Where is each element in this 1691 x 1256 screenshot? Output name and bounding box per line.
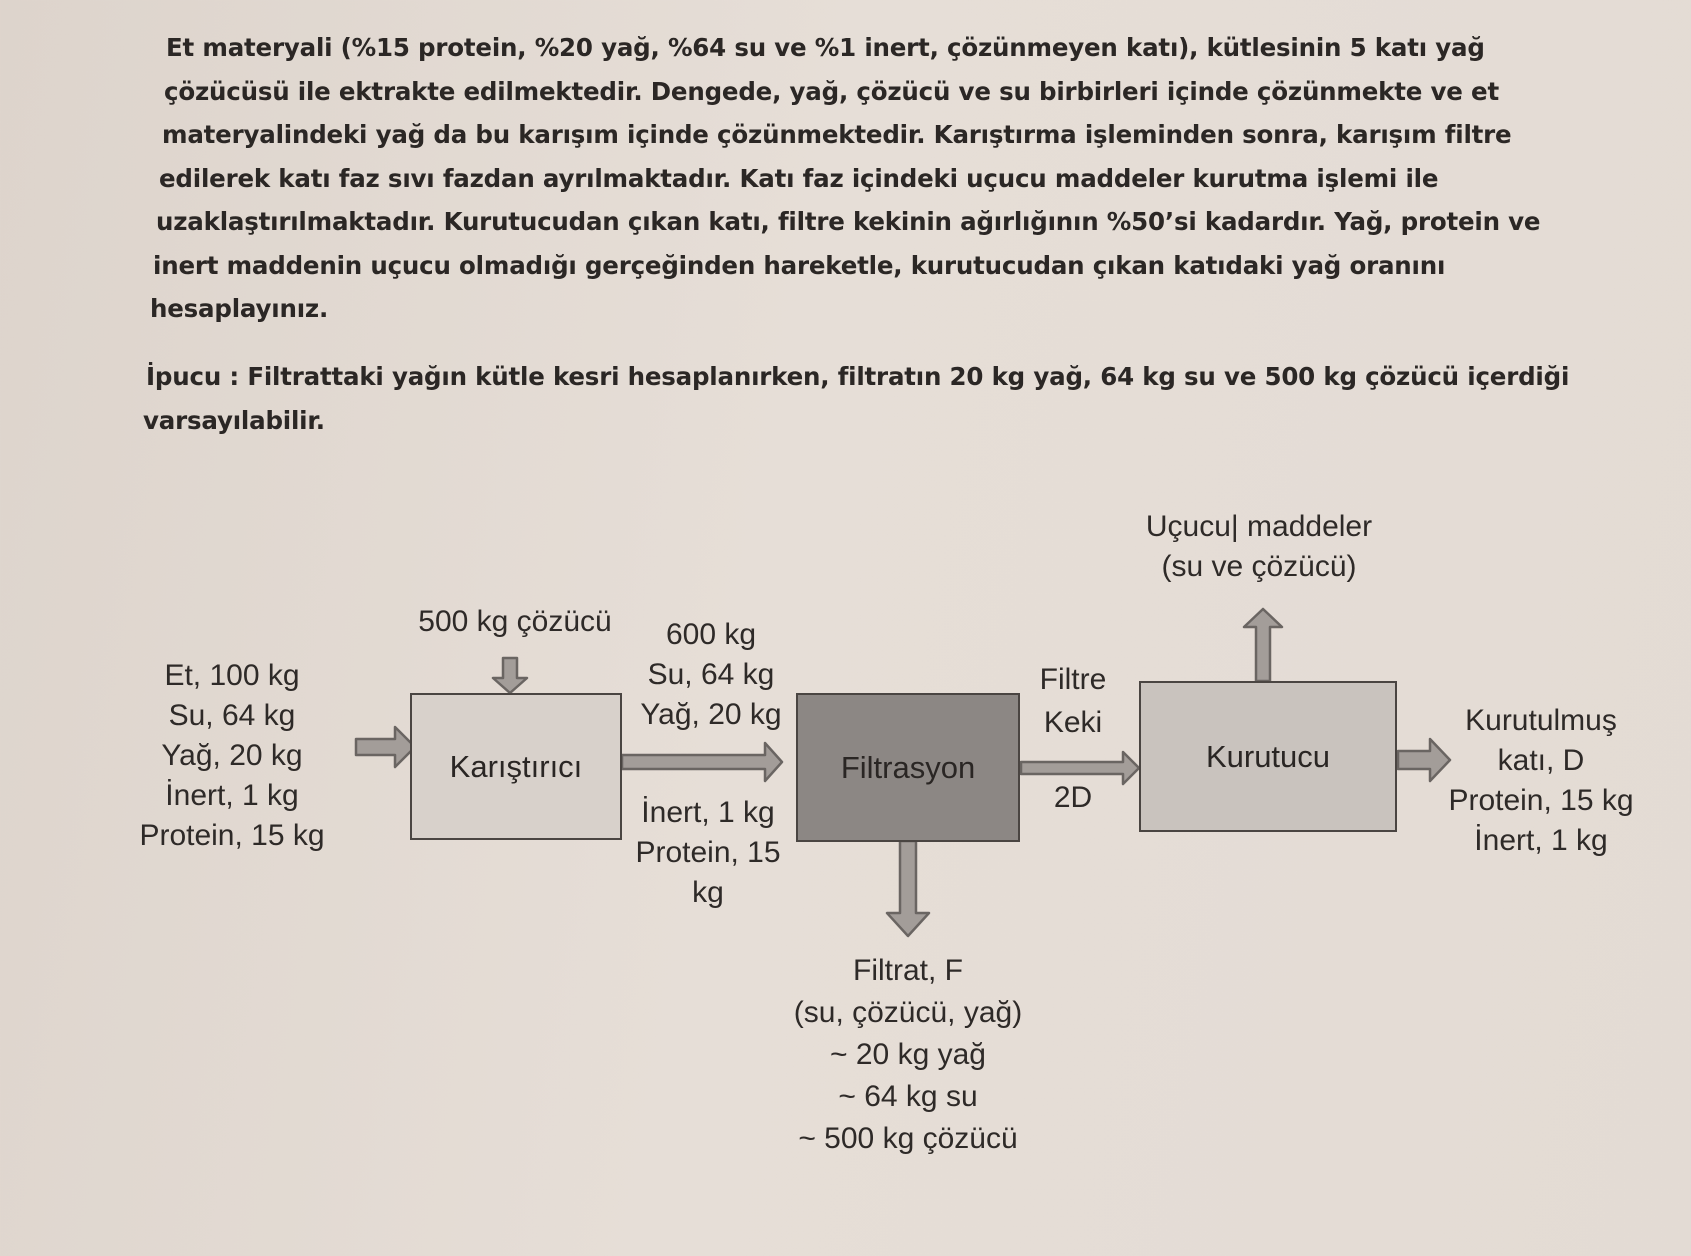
- feed-line: Su, 64 kg: [168, 699, 296, 732]
- problem-line: inert maddenin uçucu olmadığı gerçeğinden hareketle, kurutucudan çıkan katıdaki yağ oranını: [153, 250, 1446, 280]
- cake-line: Keki: [1043, 706, 1103, 739]
- cake-amount-label: [893, 778, 1253, 818]
- feed-line: Protein, 15 kg: [139, 819, 325, 852]
- filtrate-line: ~ 500 kg çözücü: [798, 1122, 1018, 1155]
- cake-label: [893, 658, 1253, 744]
- dried-solid-label: [1361, 701, 1691, 861]
- mixer-label: Karıştırıcı: [449, 748, 583, 784]
- solvent-arrow: [493, 658, 527, 693]
- dryer-label: Kurutucu: [1205, 739, 1331, 774]
- volatiles-line: (su ve çözücü): [1161, 550, 1357, 583]
- mixer-out-arrow: [622, 743, 782, 781]
- problem-line: Et materyali (%15 protein, %20 yağ, %64 su ve %1 inert, çözünmeyen katı), kütlesinin 5 katı yağ: [166, 33, 1485, 62]
- problem-line: çözücüsü ile ektrakte edilmektedir. Dengede, yağ, çözücü ve su birbirleri içinde çözünmekte ve et: [164, 76, 1499, 106]
- dried-line: Kurutulmuş: [1465, 704, 1617, 737]
- mix-solid-line: kg: [692, 876, 724, 909]
- mix-liquid-line: 600 kg: [665, 618, 757, 651]
- hint-line: İpucu : Filtrattaki yağın kütle kesri hesaplanırken, filtratın 20 kg yağ, 64 kg su ve 500 kg çözücü içerdiği: [146, 362, 1570, 391]
- mix-solid-label: [528, 793, 888, 913]
- hint-line: varsayılabilir.: [143, 405, 325, 435]
- feed-line: Et, 100 kg: [164, 659, 300, 692]
- filtrate-line: ~ 64 kg su: [838, 1080, 978, 1113]
- problem-line: hesaplayınız.: [150, 294, 329, 323]
- dried-line: İnert, 1 kg: [1474, 824, 1608, 857]
- mix-solid-line: Protein, 15: [635, 836, 781, 869]
- solvent-text: 500 kg çözücü: [418, 605, 612, 638]
- feed-line: İnert, 1 kg: [165, 779, 299, 812]
- dried-line: katı, D: [1497, 744, 1585, 777]
- filtrate-line: Filtrat, F: [853, 954, 963, 987]
- filtrate-line: (su, çözücü, yağ): [793, 996, 1023, 1029]
- dried-line: Protein, 15 kg: [1448, 784, 1634, 817]
- feed-line: Yağ, 20 kg: [161, 739, 303, 772]
- problem-line: edilerek katı faz sıvı fazdan ayrılmaktadır. Katı faz içindeki uçucu maddeler kurutma işlemi ile: [159, 163, 1439, 193]
- problem-line: uzaklaştırılmaktadır. Kurutucudan çıkan katı, filtre kekinin ağırlığının %50’si kadardır. Yağ, protein ve: [156, 207, 1541, 236]
- filtration-label: Filtrasyon: [840, 749, 976, 785]
- mix-solid-line: İnert, 1 kg: [641, 796, 775, 829]
- cake-amount: 2D: [1053, 781, 1093, 814]
- volatiles-label: [1079, 507, 1439, 587]
- mix-liquid-line: Su, 64 kg: [647, 658, 775, 691]
- cake-line: Filtre: [1039, 663, 1107, 696]
- filtrate-label: [728, 950, 1088, 1160]
- mix-liquid-line: Yağ, 20 kg: [640, 698, 782, 731]
- feed-label: [52, 656, 412, 856]
- filtrate-arrow: [887, 841, 929, 936]
- mix-liquid-label: [531, 615, 891, 735]
- filtrate-line: ~ 20 kg yağ: [830, 1038, 986, 1071]
- problem-line: materyalindeki yağ da bu karışım içinde çözünmektedir. Karıştırma işleminden sonra, karışım filtre: [162, 120, 1512, 149]
- volatiles-line: Uçucu| maddeler: [1145, 510, 1373, 543]
